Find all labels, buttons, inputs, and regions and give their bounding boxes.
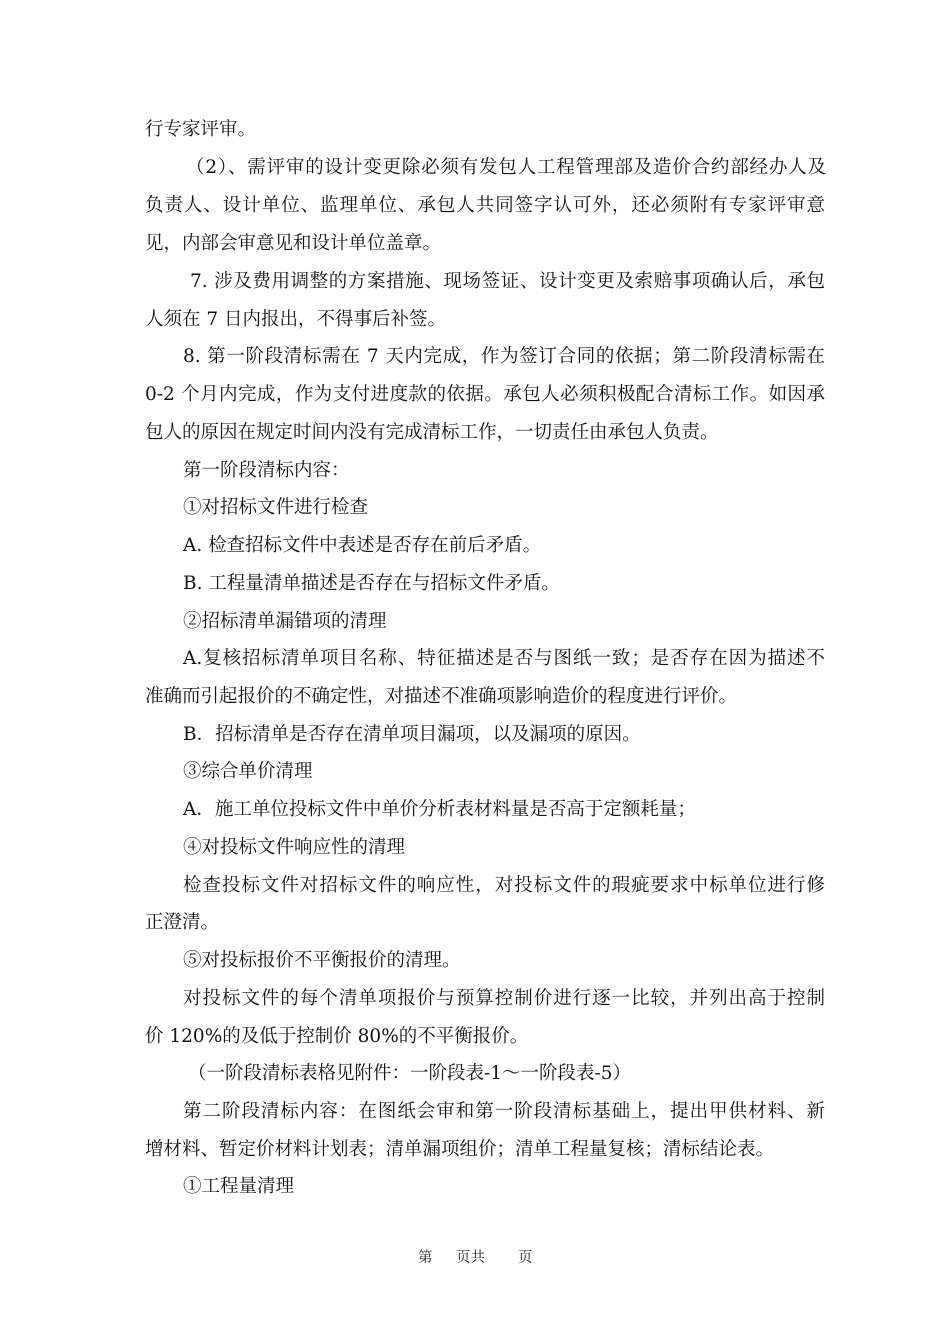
list-heading: ④对投标文件响应性的清理: [183, 837, 406, 858]
list-item: A．施工单位投标文件中单价分析表材料量是否高于定额耗量；: [183, 799, 696, 820]
list-item: A. 检查招标文件中表述是否存在前后矛盾。: [183, 535, 542, 556]
footer-total-label: 页共: [456, 1250, 485, 1266]
list-item: B．招标清单是否存在清单项目漏项，以及漏项的原因。: [183, 724, 641, 745]
text-line: 检查投标文件对招标文件的响应性，对投标文件的瑕疵要求中标单位进行修: [183, 875, 825, 896]
text-line: 见，内部会审意见和设计单位盖章。: [145, 233, 442, 254]
text-line: 正澄清。: [145, 912, 220, 933]
text-line: 准确而引起报价的不确定性，对描述不准确项影响造价的程度进行评价。: [145, 686, 738, 707]
list-item: B. 工程量清单描述是否存在与招标文件矛盾。: [183, 573, 560, 594]
text-line: 7. 涉及费用调整的方案措施、现场签证、设计变更及索赔事项确认后，承包: [190, 271, 825, 292]
text-line: 价 120%的及低于控制价 80%的不平衡报价。: [145, 1026, 529, 1047]
list-heading: ⑤对投标报价不平衡报价的清理。: [183, 950, 461, 971]
list-heading: ③综合单价清理: [183, 761, 313, 782]
text-line: 0-2 个月内完成，作为支付进度款的依据。承包人必须积极配合清标工作。如因承: [145, 384, 825, 405]
text-line: （2）、需评审的设计变更除必须有发包人工程管理部及造价合约部经办人及: [186, 157, 826, 178]
list-item: A.复核招标清单项目名称、特征描述是否与图纸一致；是否存在因为描述不: [183, 648, 825, 669]
list-heading: ②招标清单漏错项的清理: [183, 611, 387, 632]
text-line: 负责人、设计单位、监理单位、承包人共同签字认可外，还必须附有专家评审意: [145, 195, 825, 216]
text-line: 包人的原因在规定时间内没有完成清标工作，一切责任由承包人负责。: [145, 422, 719, 443]
text-line: （一阶段清标表格见附件：一阶段表-1～一阶段表-5）: [188, 1063, 632, 1084]
list-heading: ①对招标文件进行检查: [183, 497, 369, 518]
text-line: 对投标文件的每个清单项报价与预算控制价进行逐一比较，并列出高于控制: [183, 988, 825, 1009]
text-line: 行专家评审。: [145, 119, 257, 140]
text-line: 人须在 7 日内报出，不得事后补签。: [145, 309, 447, 330]
text-line: 8. 第一阶段清标需在 7 天内完成，作为签订合同的依据；第二阶段清标需在: [183, 346, 825, 367]
list-heading: ①工程量清理: [183, 1176, 295, 1197]
text-line: 增材料、暂定价材料计划表；清单漏项组价；清单工程量复核；清标结论表。: [145, 1139, 775, 1160]
text-line: 第二阶段清标内容：在图纸会审和第一阶段清标基础上，提出甲供材料、新: [183, 1101, 825, 1122]
footer-end-label: 页: [518, 1250, 533, 1266]
section-heading: 第一阶段清标内容：: [183, 460, 350, 481]
footer-page-label: 第: [418, 1250, 433, 1266]
